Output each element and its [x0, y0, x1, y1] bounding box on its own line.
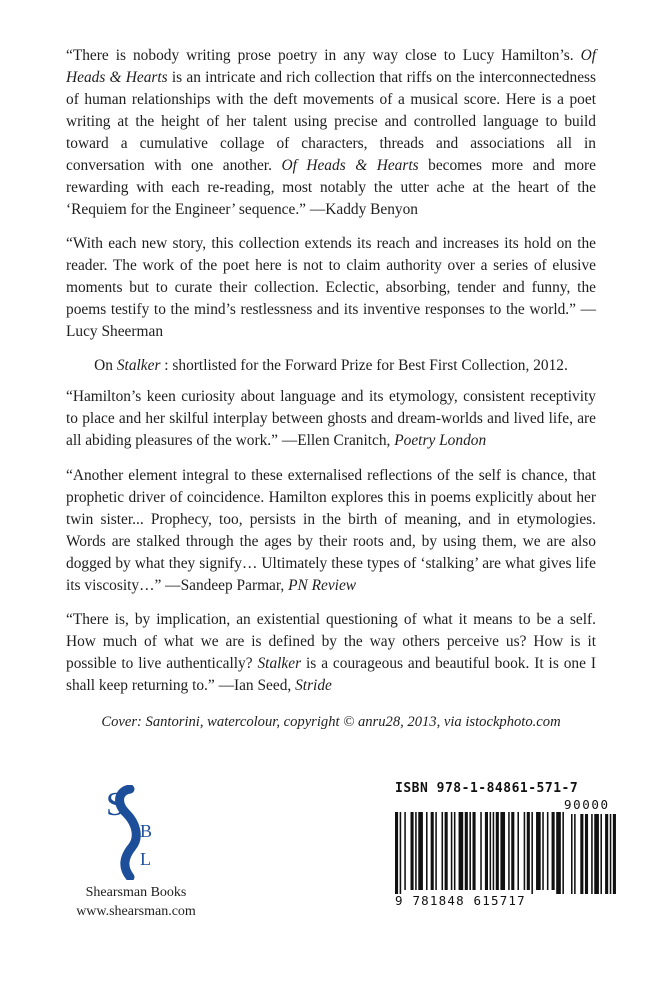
barcode-addon-bar	[574, 814, 576, 894]
barcode-addon-bar	[613, 814, 616, 894]
barcode-bar	[473, 812, 476, 890]
book-title: Of Heads & Hearts	[66, 47, 596, 86]
barcode-addon-bar	[591, 814, 593, 894]
review-sandeep-parmar	[66, 465, 596, 597]
barcode-bar	[562, 812, 564, 894]
barcode-bar	[524, 812, 526, 890]
barcode-bar	[431, 812, 434, 890]
book-title: Of Heads & Hearts	[281, 157, 419, 174]
barcode-bar	[500, 812, 505, 890]
review-kaddy-benyon	[66, 45, 596, 221]
review-text: “There is nobody writing prose poetry in any way close to Lucy Hamilton’s.	[66, 47, 574, 64]
stalker-prize-note	[66, 355, 596, 377]
review-text: becomes more and more rewarding with each re-reading, most notably the utter ache at the heart of the ‘Requiem for the Engineer’ sequence.” —Kaddy Benyon	[66, 157, 596, 218]
publisher-name: Shearsman Books	[85, 885, 187, 900]
publisher-url: www.shearsman.com	[76, 904, 196, 919]
barcode-bar	[418, 812, 423, 890]
barcode-bar	[442, 812, 444, 890]
barcode-bar	[395, 812, 398, 894]
barcode-bar	[517, 812, 519, 890]
barcode-addon-bar	[580, 814, 583, 894]
barcode-bar	[400, 812, 402, 894]
barcode-bar	[490, 812, 492, 890]
review-text: is an intricate and rich collection that riffs on the interconnectedness of human relationships with the deft movements of a musical score. Here is a poet writing at the height of her talent using precise and controlled language to build toward a cumulative collage of characters, threads and associations all in conversation with one another.	[66, 69, 597, 174]
barcode-bar	[547, 812, 549, 890]
barcode-bar	[454, 812, 456, 890]
isbn-label: ISBN 978-1-84861-571-7	[395, 781, 579, 796]
barcode-bar	[480, 812, 482, 890]
barcode-bar	[426, 812, 428, 890]
barcode-addon-digits: 90000	[564, 797, 610, 812]
barcode-bar	[496, 812, 499, 890]
logo-letter-l: L	[140, 849, 151, 869]
review-ellen-cranitch	[66, 386, 596, 452]
barcode-bar	[404, 812, 406, 890]
barcode-bar	[411, 812, 414, 890]
logo-letter-b: B	[140, 821, 153, 841]
barcode-addon-bar	[605, 814, 608, 894]
review-text: “With each new story, this collection extends its reach and increases its hold on the reader. The work of the poet here is not to claim authority over a series of elusive moments but to curate their collection. Eclectic, absorbing, tender and funny, the poems testify to the mind’s restlessness and its inventive responses to the world.” —Lucy Sheerman	[66, 235, 596, 340]
barcode-addon-bar	[610, 814, 612, 894]
barcode-bar	[451, 812, 453, 890]
barcode-bar	[556, 812, 561, 894]
sbl-logo-icon	[100, 785, 170, 880]
book-title: Stalker	[116, 357, 161, 374]
barcode-bar	[459, 812, 464, 890]
barcode-bar	[531, 812, 533, 894]
barcode-bar	[536, 812, 541, 890]
review-lucy-sheerman	[66, 233, 596, 343]
logo-letter-s: S	[106, 786, 125, 823]
review-ian-seed	[66, 609, 596, 697]
note-text: : shortlisted for the Forward Prize for Best First Collection, 2012.	[160, 357, 568, 374]
barcode-ean-digits: 9 781848 615717	[395, 893, 526, 908]
review-source: PN Review	[288, 577, 357, 594]
barcode-bar	[508, 812, 510, 890]
review-source: Poetry London	[394, 432, 487, 449]
review-text: “Another element integral to these externalised reflections of the self is chance, that prophetic driver of coincidence. Hamilton explores this in poems explicitly about her twin sister... Prophecy, too, persists in the birth of meaning, and in etymologies. Words are stalked through the ages by their roots and, by using them, we are also dogged by what they signify… Ultimately these types of ‘stalking’ are what gives life its viscosity…” —Sandeep Parmar,	[66, 467, 596, 594]
review-text: “Hamilton’s keen curiosity about language and its etymology, consistent receptivity to place and her skilful interplay between ghosts and dream-worlds and lived life, are all abiding pleasures of the work.” —Ellen Cranitch,	[66, 388, 596, 449]
isbn-barcode	[395, 781, 619, 912]
barcode-addon-bar	[585, 814, 588, 894]
note-prefix: On	[94, 357, 117, 374]
barcode-bar	[445, 812, 448, 890]
barcode-bar	[485, 812, 488, 890]
barcode-bar	[415, 812, 417, 890]
book-title: Stalker	[257, 655, 302, 672]
barcode-bars	[395, 812, 619, 894]
cover-credit: Cover: Santorini, watercolour, copyright © anru28, 2013, via istockphoto.com	[101, 714, 561, 730]
barcode-addon-bar	[571, 814, 573, 894]
barcode-addon-bar	[600, 814, 602, 894]
barcode-addon-bar	[594, 814, 599, 894]
barcode-bar	[469, 812, 471, 890]
barcode-bar	[435, 812, 437, 890]
review-source: Stride	[295, 677, 332, 694]
review-text: is a courageous and beautiful book. It is one I shall keep returning to.” —Ian Seed,	[66, 655, 596, 694]
review-text: “There is, by implication, an existential questioning of what it means to be a self. How much of what we are is defined by the way others perceive us? How is it possible to live authentically?	[66, 611, 596, 672]
publisher-info	[66, 883, 206, 921]
barcode-bar	[552, 812, 555, 890]
barcode-bar	[493, 812, 495, 890]
barcode-bar	[527, 812, 530, 890]
barcode-bar	[511, 812, 514, 890]
barcode-bar	[465, 812, 468, 890]
barcode-bar	[542, 812, 544, 890]
